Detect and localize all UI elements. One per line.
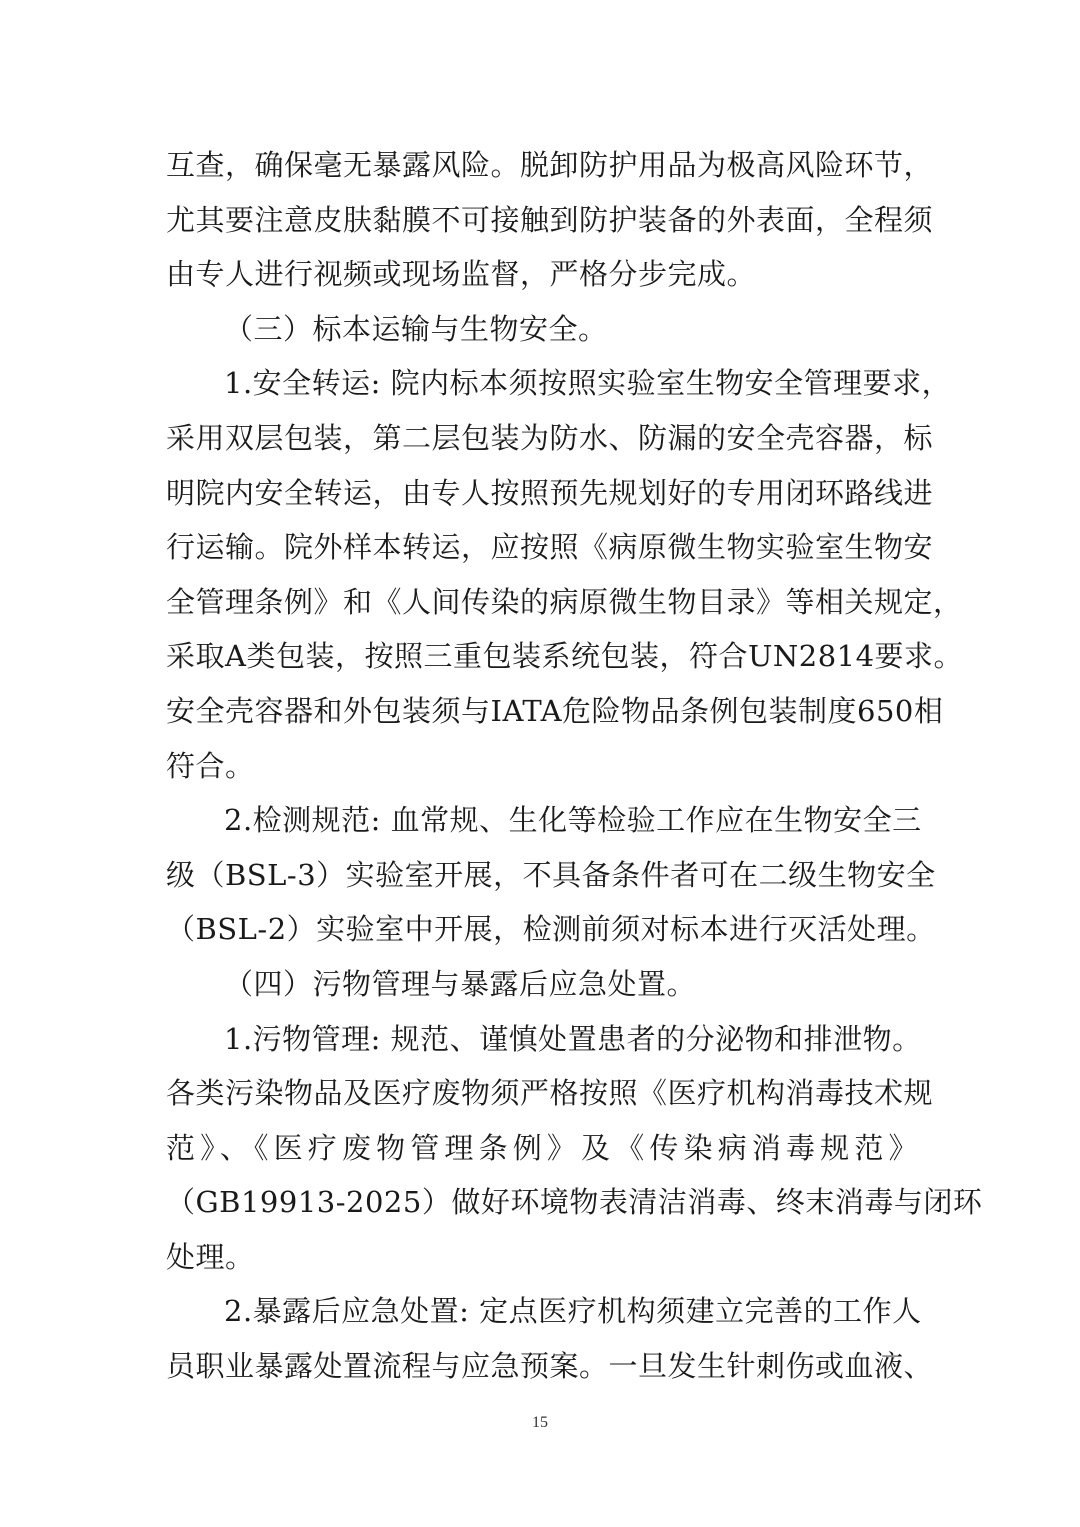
section-heading: （四）污物管理与暴露后应急处置。 [224,966,697,1001]
text-line: （GB19913-2025）做好环境物表清洁消毒、终末消毒与闭环 [166,1185,983,1220]
text-line: 员职业暴露处置流程与应急预案。一旦发生针刺伤或血液、 [166,1349,934,1384]
text-line: 级（BSL-3）实验室开展，不具备条件者可在二级生物安全 [166,857,936,892]
text-line: 全管理条例》和《人间传染的病原微生物目录》等相关规定， [166,584,963,619]
text-line: 各类污染物品及医疗废物须严格按照《医疗机构消毒技术规 [166,1076,934,1111]
text-line: 明院内安全转运，由专人按照预先规划好的专用闭环路线进 [166,475,934,510]
text-line: 尤其要注意皮肤黏膜不可接触到防护装备的外表面，全程须 [166,202,934,237]
text-line: （BSL-2）实验室中开展，检测前须对标本进行灭活处理。 [166,912,936,947]
text-line: 符合。 [166,748,255,783]
text-line: 2.检测规范: 血常规、生化等检验工作应在生物安全三 [224,803,922,838]
text-line: 处理。 [166,1239,255,1274]
text-line: 2.暴露后应急处置: 定点医疗机构须建立完善的工作人 [224,1294,922,1329]
text-line: 由专人进行视频或现场监督，严格分步完成。 [166,257,757,292]
text-line: 采取A类包装，按照三重包装系统包装，符合UN2814要求。 [166,639,964,674]
page-number: 15 [532,1414,548,1431]
section-heading: （三）标本运输与生物安全。 [224,311,608,346]
body-text [166,138,983,1394]
text-line: 互查，确保毫无暴露风险。脱卸防护用品为极高风险环节， [166,148,934,182]
text-line: 范》、《医疗废物管理条例》及《传染病消毒规范》 [166,1130,918,1165]
text-line: 行运输。院外样本转运，应按照《病原微生物实验室生物安 [166,530,934,565]
text-line: 1.污物管理: 规范、谨慎处置患者的分泌物和排泄物。 [224,1021,922,1056]
text-line: 安全壳容器和外包装须与IATA危险物品条例包装制度650相 [166,693,944,728]
text-line: 采用双层包装，第二层包装为防水、防漏的安全壳容器，标 [166,420,934,455]
text-line: 1.安全转运: 院内标本须按照实验室生物安全管理要求， [224,366,952,401]
